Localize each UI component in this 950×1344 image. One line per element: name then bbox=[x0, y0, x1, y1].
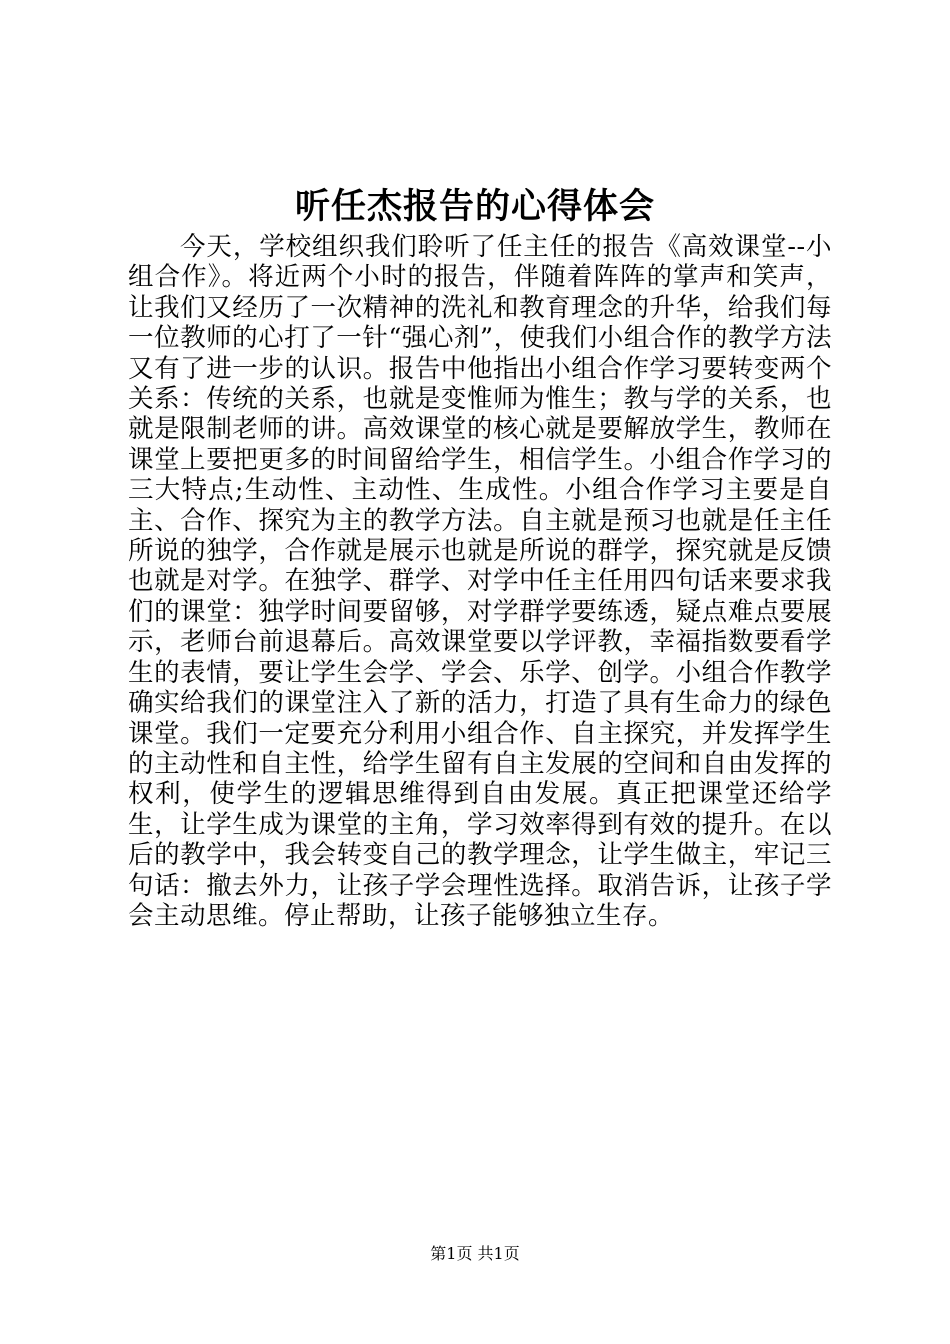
document-title: 听任杰报告的心得体会 bbox=[294, 186, 655, 227]
page-footer: 第1页 共1页 bbox=[430, 1244, 520, 1263]
document-body-paragraph: 今天，学校组织我们聆听了任主任的报告《高效课堂--小组合作》。将近两个小时的报告，伴随着阵阵的掌声和笑声，让我们又经历了一次精神的洗礼和教育理念的升华，给我们每一位教师的心打了一针“强心剂”，使我们小组合作的教学方法又有了进一步的认识。报告中他指出小组合作学习要转变两个关系：传统的关系，也就是变惟师为惟生；教与学的关系，也就是限制老师的讲。高效课堂的核心就是要解放学生，教师在课堂上要把更多的时间留给学生，相信学生。小组合作学习的三大特点;生动性、主动性、生成性。小组合作学习主要是自主、合作、探究为主的教学方法。自主就是预习也就是任主任所说的独学，合作就是展示也就是所说的群学，探究就是反馈也就是对学。在独学、群学、对学中任主任用四句话来要求我们的课堂：独学时间要留够，对学群学要练透，疑点难点要展示，老师台前退幕后。高效课堂要以学评教，幸福指数要看学生的表情，要让学生会学、学会、乐学、创学。小组合作教学确实给我们的课堂注入了新的活力，打造了具有生命力的绿色课堂。我们一定要充分利用小组合作、自主探究，并发挥学生的主动性和自主性，给学生留有自主发展的空间和自由发挥的权利，使学生的逻辑思维得到自由发展。真正把课堂还给学生，让学生成为课堂的主角，学习效率得到有效的提升。在以后的教学中，我会转变自己的教学理念，让学生做主，牢记三句话：撤去外力，让孩子学会理性选择。取消告诉，让孩子学会主动思维。停止帮助，让孩子能够独立生存。 bbox=[128, 232, 832, 931]
